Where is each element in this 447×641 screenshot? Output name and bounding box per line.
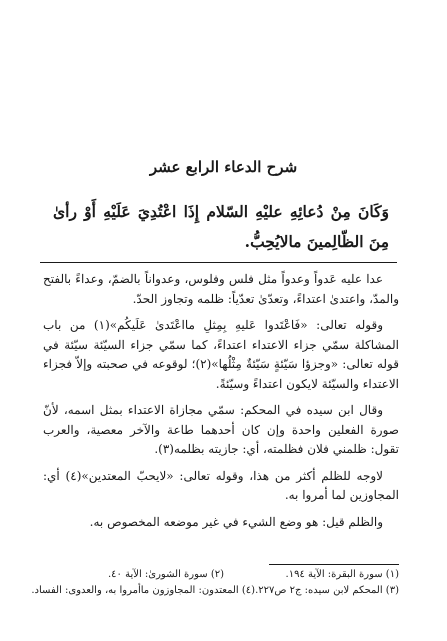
- footnote-row: [39, 567, 399, 583]
- paragraph: والظلم قيل: هو وضع الشيء في غير موضعه المخصوص به.: [89, 514, 383, 529]
- header-divider: [40, 262, 397, 263]
- supplication-heading: وَكَانَ مِنْ دُعائِهِ عليْهِ السّلام إِذَا اعْتُدِيَ عَلَيْهِ أَوْ رأىٰ مِنَ الظّالِمينَ مالايُحِبُّ.: [53, 202, 389, 251]
- footnote: (٤) المعتدون: المجاوزون ماأمروا به، والعدوى: الفساد.: [31, 585, 256, 596]
- footnote-row: [31, 583, 399, 599]
- footnote: (٢) سورة الشورىٰ: الآية ٤٠.: [107, 569, 224, 580]
- paragraph: وقال ابن سيده في المحكم: سمّي مجازاة الاعتداء بمثل اسمه، لأنّ صورة الفعلين واحدة وإن كان أحدهما طاعة والآخر معصية، والعرب تقول: ظلمني فلان فظلمته، أي: جازيته بظلمه(٣).: [43, 403, 399, 456]
- section-title: شرح الدعاء الرابع عشر: [149, 158, 298, 176]
- footnotes: [31, 567, 399, 599]
- paragraph: عدا عليه عَدواً وعدواً مثل فلس وفلوس، وعدواناً بالضمّ، وعداءً بالفتح والمدّ، واعتدىٰ اعتداءً، وتعدّىٰ تعدّياً: ظلمه وتجاوز الحدّ.: [43, 272, 399, 306]
- paragraph: وقوله تعالى: «فَاعْتَدوا عَليهِ بِمِثلِ مااعْتَدىٰ عَلَيكُم»(١) من باب المشاكلة سمّي جزاء الاعتداء اعتداءً، كما سمّي جزاء السيّئة سيّئة في قوله تعالى: «وجزؤا سَيّئةٍ سَيّئةٌ مِثْلُها»(٢)؛ لوقوعه في صحبته وإلاّ فجزاء الاعتداء والسيّئة لايكون اعتداءً وسيّئةً.: [43, 318, 399, 391]
- paragraph: لاوجه للظلم أكثر من هذا، وقوله تعالى: «لايحبّ المعتدين»(٤) أي: المجاوزين لما أمروا به.: [43, 468, 399, 502]
- footnote: (٣) المحكم لابن سيده: ج٢ ص٢٢٧.: [255, 585, 399, 596]
- commentary-body: [43, 270, 399, 532]
- footnote-divider: [269, 564, 399, 565]
- footnote: (١) سورة البقرة: الآية ١٩٤.: [285, 569, 399, 580]
